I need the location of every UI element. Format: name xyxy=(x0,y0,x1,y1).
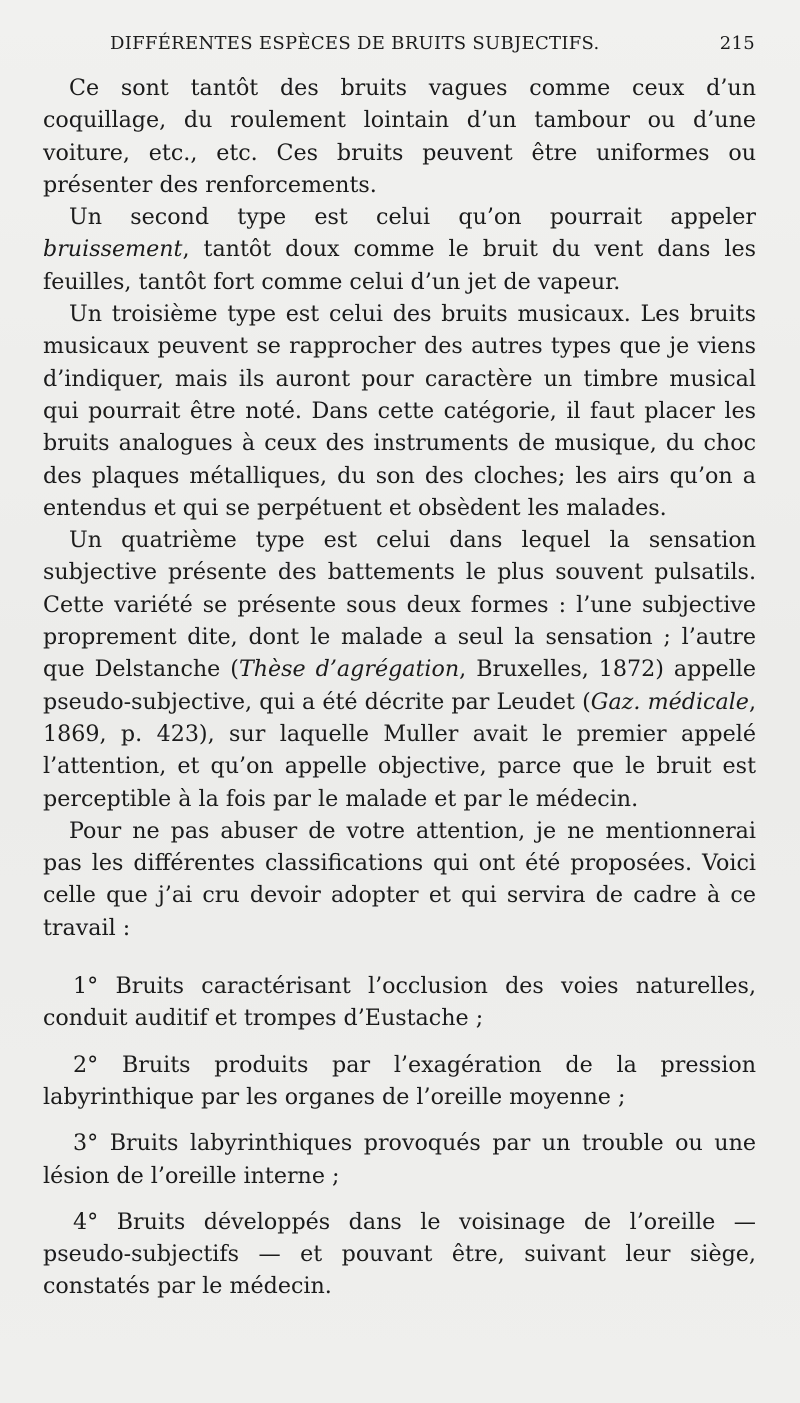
list-item: 3° Bruits labyrinthiques provoqués par un trouble ou une lésion de l’oreille interne ; xyxy=(43,1130,756,1189)
paragraph-4-citation-2: Gaz. médicale xyxy=(590,688,749,715)
paragraph-3: Un troisième type est celui des bruits musicaux. Les bruits musicaux peuvent se rapprocher des autres types que je viens d’indiquer, mais ils auront pour caractère un timbre musical qui pourrait être noté. Dans cette catégorie, il faut placer les bruits analogues à ceux des instruments de musique, du choc des plaques métalliques, du son des cloches; les airs qu’on a entendus et qui se perpétuent et obsèdent les malades. xyxy=(43,301,756,521)
paragraph-4-citation-1: Thèse d’agrégation xyxy=(238,656,460,683)
page-number: 215 xyxy=(719,33,755,54)
paragraph-4-text-c: , 1869, p. 423), sur laquelle Muller avait le premier appelé l’attention, et qu’on appelle objective, parce que le bruit est perceptible à la fois par le malade et par le médecin. xyxy=(43,688,756,812)
paragraph-4-text-a: Un quatrième type est celui dans lequel la sensation subjective présente des battements le plus souvent pulsatils. Cette variété se présente sous deux formes : l’une subjective proprement dite, dont le malade a seul la sensation ; l’autre que Delstanche ( xyxy=(43,527,756,683)
list-item: 1° Bruits caractérisant l’occlusion des voies naturelles, conduit auditif et trompes d’Eustache ; xyxy=(43,973,756,1032)
classification-list xyxy=(43,970,756,1303)
paragraph-2-emphasis: bruissement xyxy=(43,236,183,263)
paragraph-1: Ce sont tantôt des bruits vagues comme ceux d’un coquillage, du roulement lointain d’un tambour ou d’une voiture, etc., etc. Ces bruits peuvent être uniformes ou présenter des renforcements. xyxy=(43,75,756,198)
paragraph-4 xyxy=(43,524,756,815)
paragraph-4-text-b: , Bruxelles, 1872) appelle pseudo-subjective, qui a été décrite par Leudet ( xyxy=(43,656,756,715)
list-item: 2° Bruits produits par l’exagération de la pression labyrinthique par les organes de l’oreille moyenne ; xyxy=(43,1051,756,1110)
paragraph-2-text-a: Un second type est celui qu’on pourrait appeler xyxy=(69,204,756,231)
page-header xyxy=(110,33,755,54)
paragraph-2 xyxy=(43,201,756,298)
list-item: 4° Bruits développés dans le voisinage de l’oreille — pseudo-subjectifs — et pouvant être, suivant leur siège, constatés par le médecin. xyxy=(43,1208,756,1300)
body-text xyxy=(43,72,756,1317)
paragraph-2-text-b: , tantôt doux comme le bruit du vent dans les feuilles, tantôt fort comme celui d’un jet de vapeur. xyxy=(43,236,756,295)
paragraph-5: Pour ne pas abuser de votre attention, je ne mentionnerai pas les différentes classifications qui ont été proposées. Voici celle que j’ai cru devoir adopter et qui servira de cadre à ce travail : xyxy=(43,817,756,941)
running-title: DIFFÉRENTES ESPÈCES DE BRUITS SUBJECTIFS. xyxy=(110,33,600,54)
